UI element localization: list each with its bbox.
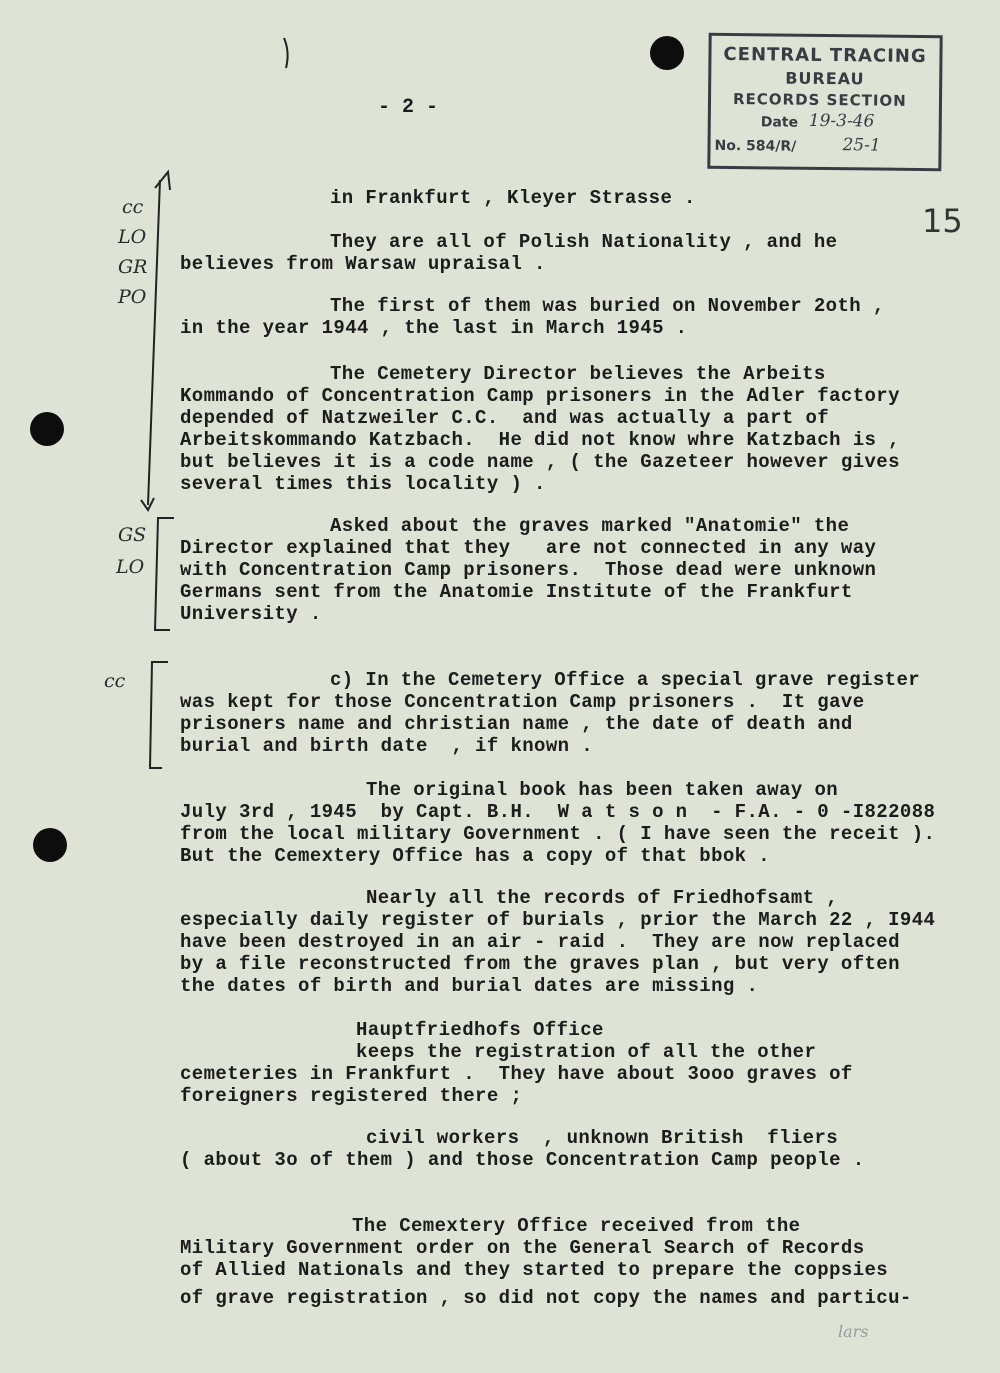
margin-note: GR bbox=[118, 256, 148, 278]
text-line: in Frankfurt , Kleyer Strasse . bbox=[330, 187, 696, 209]
stamp-date-label: Date bbox=[760, 114, 799, 131]
stamp-date-value: 19-3-46 bbox=[808, 110, 875, 132]
ink-mark bbox=[42, 52, 52, 62]
text-line: prisoners name and christian name , the date of death and bbox=[180, 713, 853, 735]
text-line: Military Government order on the General Search of Records bbox=[180, 1237, 865, 1259]
stamp-line-1: CENTRAL TRACING bbox=[723, 43, 927, 68]
margin-note: LO bbox=[116, 556, 145, 578]
margin-bracket-1 bbox=[155, 518, 174, 630]
text-line: July 3rd , 1945 by Capt. B.H. W a t s o n - F.A. - 0 -I822088 bbox=[180, 801, 936, 823]
text-line: But the Cemextery Office has a copy of that bbok . bbox=[180, 845, 771, 867]
text-line: foreigners registered there ; bbox=[180, 1085, 523, 1107]
text-line: depended of Natzweiler C.C. and was actually a part of bbox=[180, 407, 830, 429]
text-line: Hauptfriedhofs Office bbox=[356, 1019, 604, 1041]
ink-tick-icon bbox=[280, 36, 294, 70]
margin-note: GS bbox=[118, 524, 147, 546]
punch-hole bbox=[650, 36, 684, 70]
text-line: was kept for those Concentration Camp prisoners . It gave bbox=[180, 691, 865, 713]
text-line: especially daily register of burials , prior the March 22 , I944 bbox=[180, 909, 936, 931]
stamp-no-label: No. 584/R/ bbox=[714, 137, 797, 155]
text-line: Nearly all the records of Friedhofsamt , bbox=[366, 887, 839, 909]
text-line: from the local military Government . ( I have seen the receit ). bbox=[180, 823, 936, 845]
text-line: have been destroyed in an air - raid . They are now replaced bbox=[180, 931, 900, 953]
text-line: The Cemextery Office received from the bbox=[352, 1215, 801, 1237]
text-line: by a file reconstructed from the graves plan , but very often bbox=[180, 953, 900, 975]
central-tracing-stamp bbox=[707, 33, 942, 171]
text-line: c) In the Cemetery Office a special grave register bbox=[330, 669, 921, 691]
text-line: of grave registration , so did not copy the names and particu- bbox=[180, 1287, 912, 1309]
text-line: Asked about the graves marked "Anatomie" the bbox=[330, 515, 850, 537]
page-number: - 2 - bbox=[378, 96, 439, 119]
text-line: cemeteries in Frankfurt . They have about 3ooo graves of bbox=[180, 1063, 853, 1085]
text-line: of Allied Nationals and they started to prepare the coppsies bbox=[180, 1259, 889, 1281]
text-line: They are all of Polish Nationality , and he bbox=[330, 231, 838, 253]
text-line: the dates of birth and burial dates are missing . bbox=[180, 975, 759, 997]
margin-bracket-2 bbox=[150, 662, 168, 768]
text-line: Kommando of Concentration Camp prisoners in the Adler factory bbox=[180, 385, 900, 407]
margin-note: cc bbox=[122, 196, 144, 218]
margin-note: cc bbox=[104, 670, 126, 692]
text-line: The Cemetery Director believes the Arbeits bbox=[330, 363, 826, 385]
text-line: University . bbox=[180, 603, 322, 625]
text-line: The original book has been taken away on bbox=[366, 779, 839, 801]
text-line: believes from Warsaw upraisal . bbox=[180, 253, 546, 275]
folio-number: 15 bbox=[922, 202, 963, 240]
text-line: keeps the registration of all the other bbox=[356, 1041, 817, 1063]
text-line: Director explained that they are not connected in any way bbox=[180, 537, 877, 559]
text-line: but believes it is a code name , ( the Gazeteer however gives bbox=[180, 451, 900, 473]
text-line: Germans sent from the Anatomie Institute of the Frankfurt bbox=[180, 581, 853, 603]
pencil-note: lars bbox=[838, 1322, 869, 1341]
text-line: Arbeitskommando Katzbach. He did not know whre Katzbach is , bbox=[180, 429, 900, 451]
text-line: ( about 3o of them ) and those Concentration Camp people . bbox=[180, 1149, 865, 1171]
stamp-no-value: 25-1 bbox=[842, 135, 881, 156]
text-line: The first of them was buried on November 2oth , bbox=[330, 295, 885, 317]
margin-note: LO bbox=[118, 226, 147, 248]
text-line: in the year 1944 , the last in March 1945 . bbox=[180, 317, 688, 339]
margin-arrow-head-top bbox=[155, 172, 170, 190]
text-line: civil workers , unknown British fliers bbox=[366, 1127, 839, 1149]
text-line: with Concentration Camp prisoners. Those dead were unknown bbox=[180, 559, 877, 581]
text-line: burial and birth date , if known . bbox=[180, 735, 594, 757]
stamp-line-3: RECORDS SECTION bbox=[732, 90, 907, 110]
text-line: several times this locality ) . bbox=[180, 473, 546, 495]
stamp-line-2: BUREAU bbox=[785, 68, 865, 89]
margin-note: PO bbox=[118, 286, 147, 308]
punch-hole bbox=[30, 412, 64, 446]
punch-hole bbox=[33, 828, 67, 862]
margin-arrow-line bbox=[148, 180, 160, 505]
